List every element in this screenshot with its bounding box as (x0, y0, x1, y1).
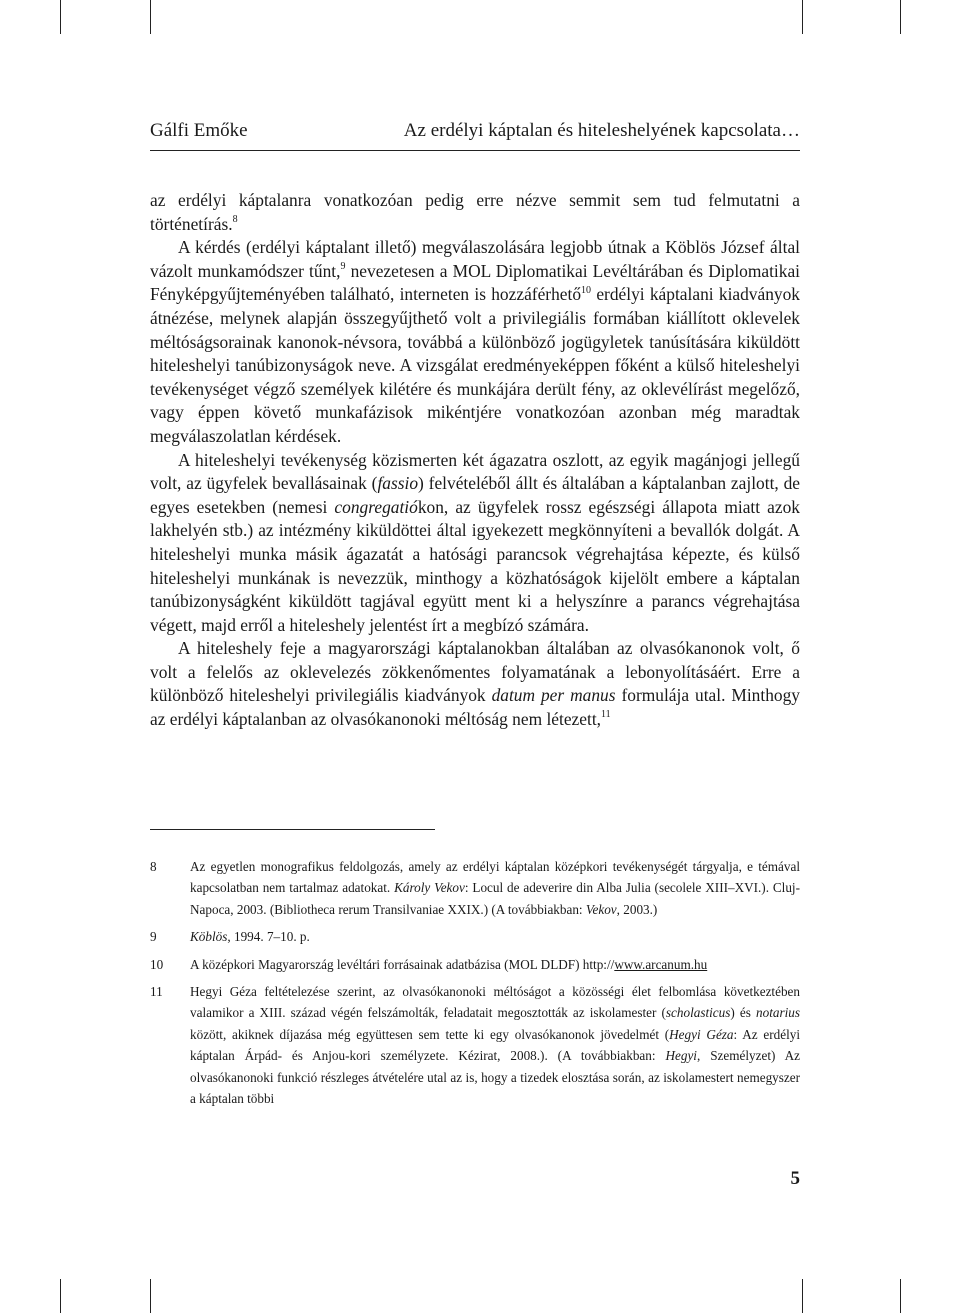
italic-term: scholasticus (665, 1005, 731, 1021)
footnote-text-part: Hegyi Géza feltételezése szerint, az olvasókanonoki méltóságot a közösségi élet felbomlása következtében valamikor a XIII. század végén felszámolták, feladatait megosztották az iskolamester ( (190, 984, 800, 1021)
italic-author: Köblös (190, 929, 228, 945)
header-author: Gálfi Emőke (150, 120, 248, 141)
paragraph-3 (150, 449, 800, 638)
footnote-number: 9 (150, 929, 157, 945)
crop-mark (900, 1279, 901, 1313)
footnotes (150, 856, 800, 1115)
footnote-text-part: Az egyetlen monografikus feldolgozás, amely az erdélyi káptalan középkori tevékenységét tárgyalja, e témával kapcsolatban nem tartalmaz adatokat. (190, 859, 800, 896)
footnote-text-part: : Locul de adeverire din Alba Julia (secolele XIII–XVI.). Cluj-Napoca, 2003. (Bibliotheca rerum Transilvaniae XXIX.) (A továbbiakban: (190, 880, 800, 917)
footnote-number: 8 (150, 859, 157, 874)
crop-mark (802, 0, 803, 34)
italic-author: Károly Vekov (394, 880, 465, 896)
crop-mark (900, 0, 901, 34)
footnote-rule (150, 829, 435, 830)
header-title: Az erdélyi káptalan és hiteleshelyének kapcsolata… (403, 120, 800, 141)
paragraph-text: A kérdés (erdélyi káptalant illető) megválaszolására legjobb útnak a Köblös József által vázolt munkamódszer tűnt, (150, 237, 800, 281)
footnote-9 (150, 926, 800, 947)
footnote-text (190, 981, 800, 1109)
italic-author: Hegyi Géza (669, 1026, 734, 1042)
paragraph-4 (150, 637, 800, 731)
page-number: 5 (790, 1168, 800, 1189)
italic-author: Vekov (585, 901, 617, 917)
footnote-text-part: A középkori Magyarország levéltári forrásainak adatbázisa (MOL DLDF) http:// (190, 956, 615, 972)
footnote-text-part: , Személyzet) Az olvasókanonoki funkció részleges átvételére utal az is, hogy a tizedek elosztása során, az iskolamestert nemegyszer a káptalan többi (190, 1048, 800, 1107)
footnote-ref-8[interactable]: 8 (232, 213, 238, 225)
italic-term: congregatió (334, 496, 418, 517)
paragraph-text: formulája utal. Minthogy az erdélyi káptalanban az olvasókanonoki méltóság nem létezett, (150, 685, 800, 730)
footnote-ref-9[interactable]: 9 (340, 260, 346, 272)
footnote-8 (150, 856, 800, 920)
crop-mark (60, 1279, 61, 1313)
italic-author: Hegyi (665, 1048, 697, 1064)
running-header (150, 120, 800, 142)
paragraph-text: A hiteleshely feje a magyarországi káptalanokban általában az olvasókanonok volt, ő volt a felelős az oklevelezés zökkenőmentes folyamatának a lebonyolításáért. Erre a különböző hiteleshelyi privilegiális kiadványok (150, 638, 800, 706)
footnote-ref-10[interactable]: 10 (581, 284, 592, 296)
paragraph-text: A hiteleshelyi tevékenység közismerten két ágazatra oszlott, az egyik magánjogi jellegű volt, az ügyfelek bevallásainak ( (150, 449, 800, 494)
paragraph-text: az erdélyi káptalanra vonatkozóan pedig erre nézve semmit sem tud felmutatni a történetírás. (150, 190, 800, 234)
italic-term: notarius (756, 1005, 800, 1021)
paragraph-text: ) felvételéből állt és általában a káptalanban zajlott, de egyes esetekben (nemesi (150, 473, 800, 517)
footnote-text (190, 954, 800, 975)
paragraph-text: kon, az ügyfelek rossz egészségi állapota miatt azok lakhelyén stb.) az intézmény kiküldöttei által igyekezett megkönnyíteni a bevallók dolgát. A hiteleshelyi munka másik ágazatát a hatósági parancsok végrehajtása képezte, és külső hiteleshelyi munkának is nevezzük, minthogy a közhatóságok kijelölt embere a káptalan tanúbizonyságként kiküldött tagjával együtt ment ki a helyszínre a parancs végrehajtása végett, majd erről a hiteleshely jelentést írt a megbízó számára. (150, 496, 800, 635)
footnote-text (190, 926, 800, 947)
paragraph-text: erdélyi káptalani kiadványok átnézése, melynek alapján összegyűjthető volt a privilegiális formában kiállított oklevelek méltóságsorainak kanonok-névsora, továbbá a különböző jogügyletek tanúsítására kiküldött hiteleshelyi tanúbizonyságok neve. A vizsgálat eredményeképpen főként a külső hiteleshelyi tevékenységet végző személyek kilétére és munkájára derült fény, az oklevélírást megelőző, vagy éppen követő munkafázisok mikéntjére vonatkozóan azonban még maradtak megválaszolatlan kérdések. (150, 284, 801, 446)
body-text (150, 189, 800, 732)
footnote-10 (150, 954, 800, 975)
crop-mark (802, 1279, 803, 1313)
footnote-number: 10 (150, 956, 164, 972)
footnote-ref-11[interactable]: 11 (601, 709, 611, 721)
italic-term: fassio (377, 473, 419, 494)
footnote-number: 11 (150, 984, 163, 1000)
paragraph-1 (150, 189, 800, 236)
header-rule (150, 150, 800, 151)
footnote-11 (150, 981, 800, 1109)
footnote-text-part: , 1994. 7–10. p. (227, 929, 310, 945)
crop-mark (60, 0, 61, 34)
arcanum-link[interactable]: www.arcanum.hu (614, 956, 708, 972)
paragraph-2 (150, 236, 800, 448)
crop-mark (150, 1279, 151, 1313)
footnote-text-part: ) és (730, 1005, 757, 1021)
italic-term: datum per manus (491, 685, 616, 706)
crop-mark (150, 0, 151, 34)
paragraph-text: nevezetesen a MOL Diplomatikai Levéltárában és Diplomatikai Fényképgyűjteményében található, interneten is hozzáférhető (150, 260, 800, 305)
footnote-text (190, 856, 800, 920)
footnote-text-part: : Az erdélyi káptalan Árpád- és Anjou-kori személyzete. Kézirat, 2008.). (A továbbiakban: (190, 1026, 801, 1064)
footnote-text-part: , 2003.) (616, 901, 658, 917)
footnote-text-part: között, akiknek díjazása még együttesen sem tette ki egy olvasókanonok jövedelmét ( (190, 1026, 670, 1042)
